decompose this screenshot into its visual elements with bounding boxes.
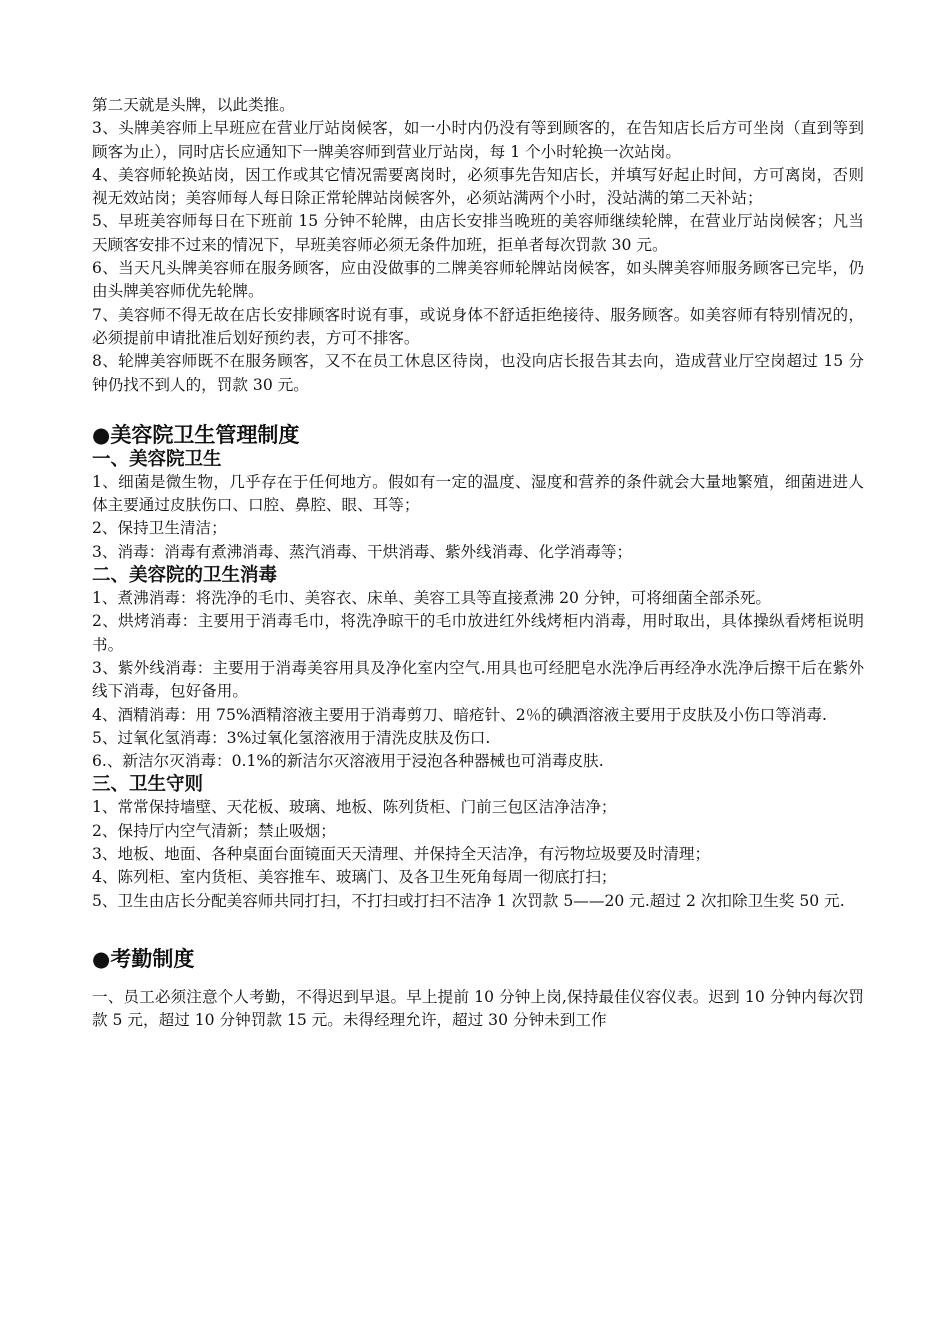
paragraph: 7、美容师不得无故在店长安排顾客时说有事，或说身体不舒适拒绝接待、服务顾客。如美容师有特别情况的，必须提前申请批准后划好预约表，方可不排客。 (92, 305, 864, 347)
section-title-attendance: ●考勤制度 (92, 946, 195, 971)
subsection-title: 三、卫生守则 (92, 774, 204, 796)
paragraph: 3、紫外线消毒：主要用于消毒美容用具及净化室内空气.用具也可经肥皂水洗净后再经净水洗净后擦干后在紫外线下消毒，包好备用。 (92, 658, 864, 701)
paragraph: 3、头牌美容师上早班应在营业厅站岗候客，如一小时内仍没有等到顾客的，在告知店长后方可坐岗（直到等到顾客为止），同时店长应通知下一牌美容师到营业厅站岗，每 1 个小时轮换一次站岗。 (92, 119, 864, 161)
paragraph: 3、地板、地面、各种桌面台面镜面天天清理、并保持全天洁净，有污物垃圾要及时清理； (92, 845, 711, 864)
paragraph: 5、卫生由店长分配美容师共同打扫，不打扫或打扫不洁净 1 次罚款 5——20 元.超过 2 次扣除卫生奖 50 元. (92, 891, 845, 910)
paragraph: 1、常常保持墙壁、天花板、玻璃、地板、陈列货柜、门前三包区洁净洁净； (92, 798, 617, 817)
paragraph: 4、酒精消毒：用 75%酒精溶液主要用于消毒剪刀、暗疮针、2％的碘酒溶液主要用于皮肤及小伤口等消毒. (92, 705, 827, 724)
paragraph: 2、保持卫生清洁； (92, 519, 227, 538)
document-page (92, 94, 864, 1033)
paragraph: 4、美容师轮换站岗，因工作或其它情况需要离岗时，必须事先告知店长，并填写好起止时间，方可离岗，否则视无效站岗；美容师每人每日除正常轮牌站岗候客外，必须站满两个小时，没站满的第二天补站； (92, 165, 864, 208)
paragraph: 8、轮牌美容师既不在服务顾客，又不在员工休息区待岗，也没向店长报告其去向，造成营业厅空岗超过 15 分钟仍找不到人的，罚款 30 元。 (92, 352, 864, 394)
paragraph: 6.、新洁尔灭消毒：0.1%的新洁尔灭溶液用于浸泡各种器械也可消毒皮肤. (92, 752, 604, 771)
paragraph: 2、保持厅内空气清新；禁止吸烟； (92, 821, 336, 840)
paragraph: 一、员工必须注意个人考勤，不得迟到早退。早上提前 10 分钟上岗,保持最佳仪容仪表。迟到 10 分钟内每次罚款 5 元，超过 10 分钟罚款 15 元。未得经理允许，超过 30 分钟未到工作 (92, 987, 864, 1030)
subsection-title: 一、美容院卫生 (92, 448, 222, 470)
paragraph: 1、细菌是微生物，几乎存在于任何地方。假如有一定的温度、湿度和营养的条件就会大量地繁殖，细菌进进人体主要通过皮肤伤口、口腔、鼻腔、眼、耳等； (92, 472, 864, 515)
paragraph: 5、早班美容师每日在下班前 15 分钟不轮牌，由店长安排当晚班的美容师继续轮牌，在营业厅站岗候客；凡当天顾客安排不过来的情况下，早班美容师必须无条件加班，拒单者每次罚款 30 元。 (92, 212, 864, 254)
paragraph: 3、消毒：消毒有煮沸消毒、蒸汽消毒、干烘消毒、紫外线消毒、化学消毒等； (92, 542, 633, 561)
paragraph: 2、烘烤消毒：主要用于消毒毛巾，将洗净晾干的毛巾放进红外线烤柜内消毒，用时取出，具体操纵看烤柜说明书。 (92, 612, 864, 654)
paragraph: 4、陈列柜、室内货柜、美容推车、玻璃门、及各卫生死角每周一彻底打扫； (92, 868, 617, 887)
paragraph: 1、煮沸消毒：将洗净的毛巾、美容衣、床单、美容工具等直接煮沸 20 分钟，可将细菌全部杀死。 (92, 589, 772, 608)
section-title-hygiene: ●美容院卫生管理制度 (92, 422, 300, 447)
paragraph: 5、过氧化氢消毒：3%过氧化氢溶液用于清洗皮肤及伤口. (92, 728, 491, 747)
paragraph: 6、当天凡头牌美容师在服务顾客，应由没做事的二牌美容师轮牌站岗候客，如头牌美容师服务顾客已完毕，仍由头牌美容师优先轮牌。 (92, 259, 864, 301)
paragraph: 第二天就是头牌，以此类推。 (92, 96, 295, 114)
subsection-title: 二、美容院的卫生消毒 (92, 565, 278, 587)
